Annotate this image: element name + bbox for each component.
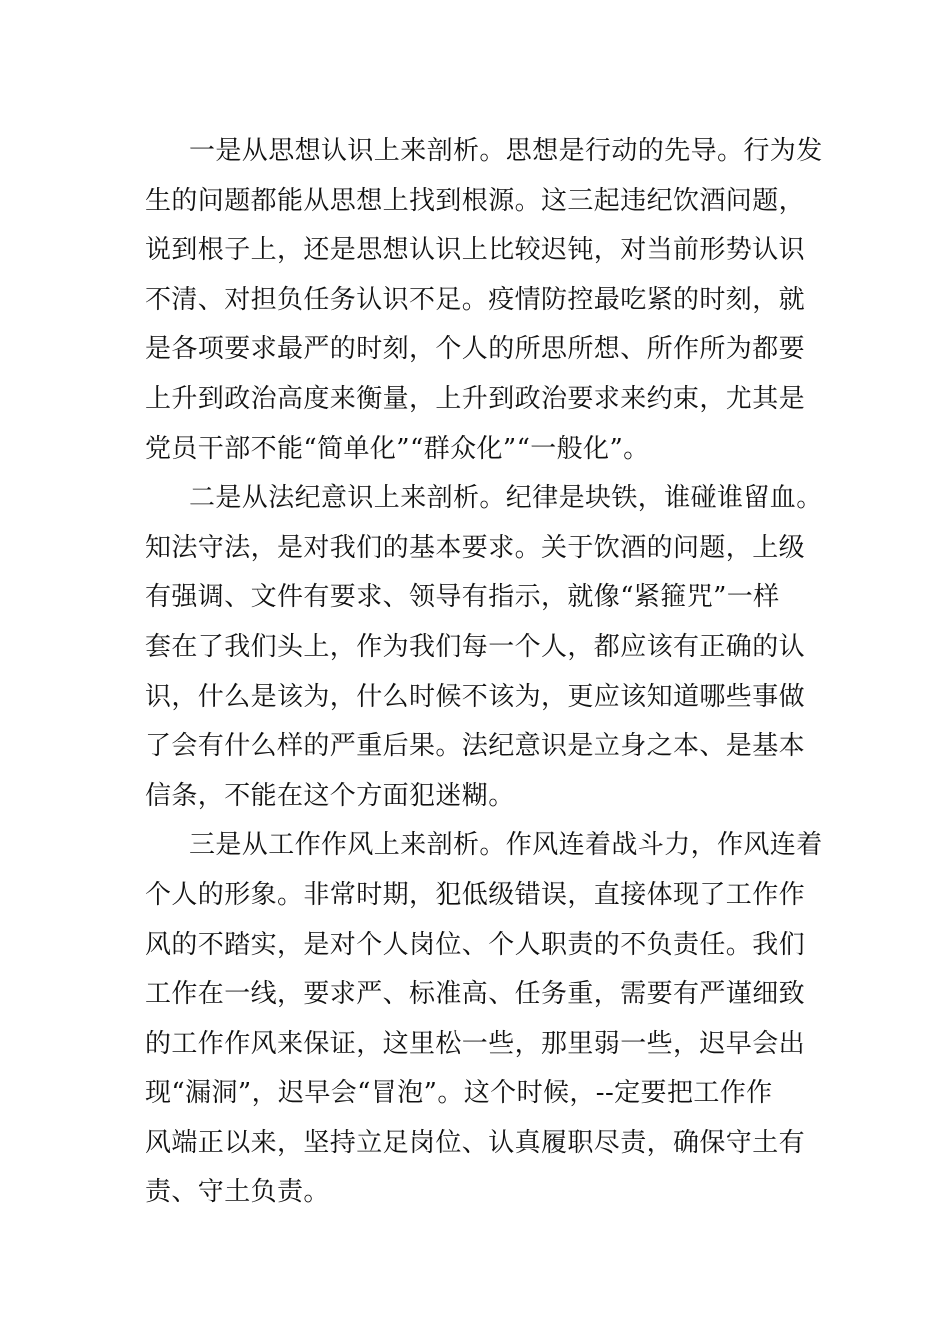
text-line: 是各项要求最严的时刻，个人的所思所想、所作所为都要 [145, 334, 806, 365]
text-line: 有强调、文件有要求、领导有指示，就像“紧箍咒”一样 [145, 582, 780, 613]
paragraph-work-style [145, 821, 823, 1218]
text-line: 不清、对担负任务认识不足。疫情防控最吃紧的时刻，就 [145, 284, 806, 315]
document-body [145, 127, 823, 1218]
text-line: 知法守法，是对我们的基本要求。关于饮酒的问题，上级 [145, 532, 806, 563]
text-line: 个人的形象。非常时期，犯低级错误，直接体现了工作作 [145, 879, 806, 910]
text-line: 工作在一线，要求严、标准高、任务重，需要有严谨细致 [145, 979, 806, 1010]
paragraph-ideology [145, 127, 823, 474]
text-line: 生的问题都能从思想上找到根源。这三起违纪饮酒问题， [145, 185, 806, 216]
text-line: 套在了我们头上，作为我们每一个人，都应该有正确的认 [145, 631, 806, 662]
text-line: 的工作作风来保证，这里松一些，那里弱一些，迟早会出 [145, 1028, 806, 1059]
text-line: 责、守土负责。 [145, 1177, 330, 1208]
text-line: 现“漏洞”，迟早会“冒泡”。这个时候，--定要把工作作 [145, 1078, 773, 1109]
paragraph-discipline [145, 474, 823, 821]
text-line: 了会有什么样的严重后果。法纪意识是立身之本、是基本 [145, 731, 806, 762]
text-line: 上升到政治高度来衡量，上升到政治要求来约束，尤其是 [145, 383, 806, 414]
text-line: 党员干部不能“简单化”“群众化”“一般化”。 [145, 433, 650, 464]
text-line: 风的不踏实，是对个人岗位、个人职责的不负责任。我们 [145, 929, 806, 960]
text-line: 信条，不能在这个方面犯迷糊。 [145, 780, 515, 811]
text-line: 二是从法纪意识上来剖析。纪律是块铁，谁碰谁留血。 [189, 483, 823, 514]
text-line: 说到根子上，还是思想认识上比较迟钝，对当前形势认识 [145, 235, 806, 266]
text-line: 风端正以来，坚持立足岗位、认真履职尽责，确保守土有 [145, 1127, 806, 1158]
text-line: 一是从思想认识上来剖析。思想是行动的先导。行为发 [189, 136, 823, 166]
text-line: 识，什么是该为，什么时候不该为，更应该知道哪些事做 [145, 681, 806, 712]
text-line: 三是从工作作风上来剖析。作风连着战斗力，作风连着 [189, 830, 823, 861]
